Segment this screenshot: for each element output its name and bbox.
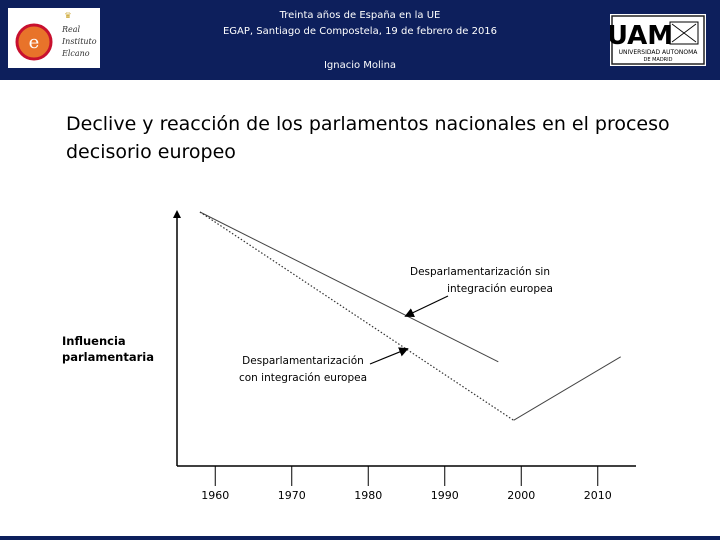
x-tick-label: 2000: [507, 489, 536, 502]
x-tick-label: 1990: [430, 489, 459, 502]
uam-caption-1: UNIVERSIDAD AUTONOMA: [618, 49, 698, 56]
header-line-1: Treinta años de España en la UE: [279, 10, 441, 21]
x-tick-label: 2010: [583, 489, 612, 502]
annotation-line: Desparlamentarización: [242, 355, 364, 367]
annotation-line: con integración europea: [238, 372, 368, 384]
annotation-sin-integracion: [400, 264, 560, 298]
x-tick-label: 1960: [201, 489, 230, 502]
svg-text:e: e: [28, 32, 40, 53]
annotation-line: integración europea: [447, 283, 553, 295]
uam-caption-2: DE MADRID: [643, 57, 673, 63]
header-line-2: EGAP, Santiago de Compostela, 19 de febrero de 2016: [222, 26, 498, 37]
elcano-text-2: Instituto: [62, 37, 97, 46]
uam-letters: UAM: [610, 21, 674, 51]
annotation-line: Desparlamentarización sin: [409, 266, 550, 278]
x-tick-label: 1970: [277, 489, 306, 502]
series-con-integracion: [200, 212, 514, 420]
y-axis-arrowhead: [173, 210, 181, 218]
x-tick-label: 1980: [354, 489, 383, 502]
header-line-3: Ignacio Molina: [323, 60, 397, 71]
elcano-text-3: Elcano: [62, 49, 90, 58]
slide-title: Declive y reacción de los parlamentos nacionales en el proceso decisorio europeo: [66, 113, 670, 163]
y-axis-label: [62, 333, 154, 365]
annotation-arrow-1: [407, 296, 449, 316]
elcano-text-1: Real: [62, 25, 81, 34]
y-axis-label-line: parlamentaria: [62, 350, 154, 364]
y-axis-label-line: Influencia: [62, 334, 126, 348]
annotation-con-integracion: [228, 353, 378, 387]
bottom-bar: [0, 536, 720, 540]
svg-text:♛: ♛: [64, 11, 72, 20]
series-reaction: [514, 357, 621, 421]
